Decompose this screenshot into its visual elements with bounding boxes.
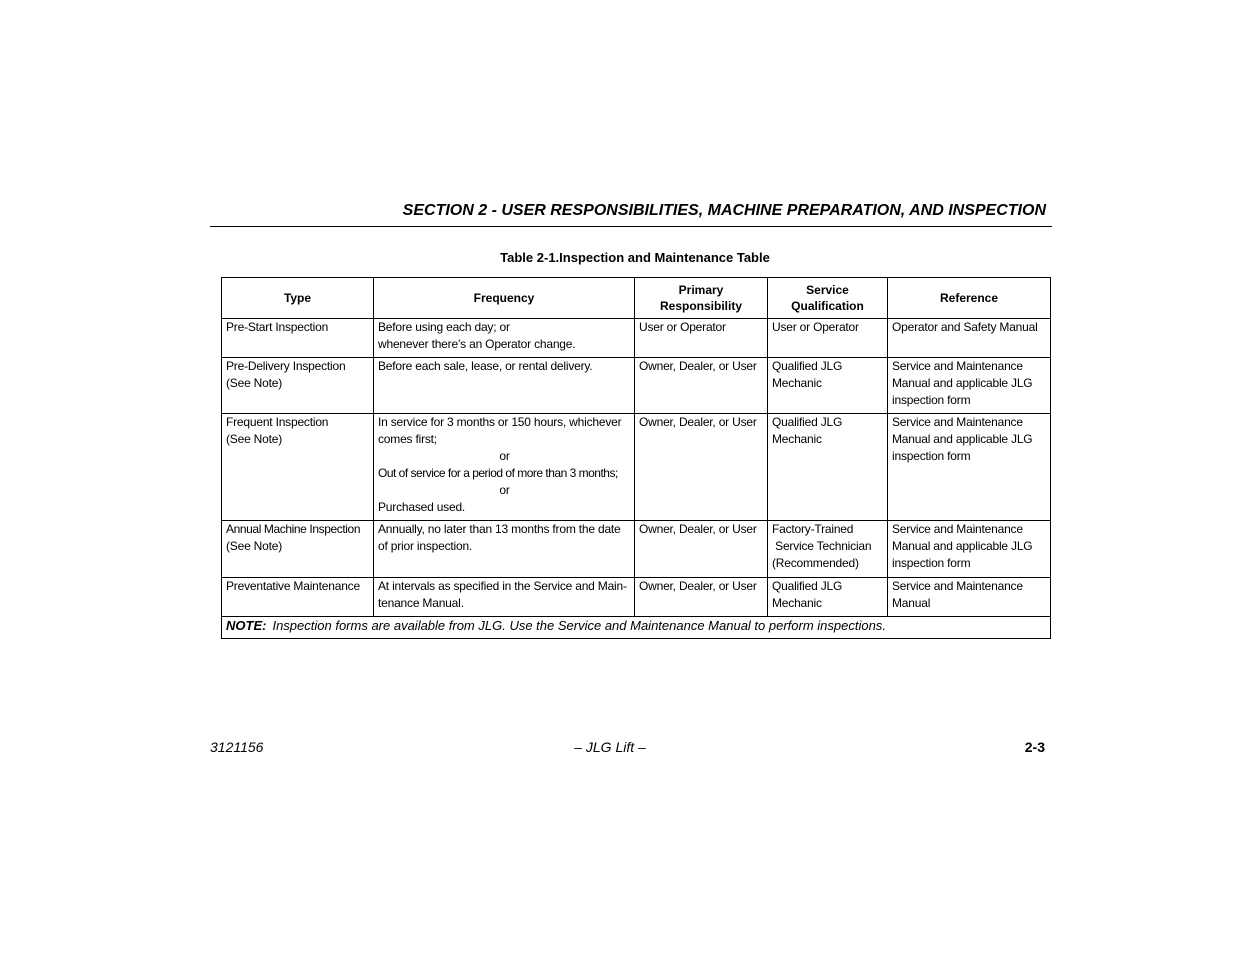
- cell-frequency: [374, 521, 635, 578]
- cell-line: Pre-Delivery Inspection: [226, 359, 346, 373]
- cell-line: of prior inspection.: [378, 539, 473, 553]
- header-service-qualification: [768, 278, 888, 319]
- cell-line: Qualified JLG: [772, 579, 843, 593]
- cell-line: Service Technician: [772, 539, 872, 553]
- cell-line-or: or: [499, 449, 510, 463]
- cell-type: [222, 358, 374, 414]
- cell-line: Operator and Safety Manual: [892, 320, 1038, 334]
- cell-line: Manual and applicable JLG: [892, 432, 1033, 446]
- header-primary-line2: Responsibility: [659, 299, 742, 313]
- header-service-line2: Qualification: [791, 299, 864, 313]
- cell-line: Service and Maintenance: [892, 522, 1023, 536]
- cell-line: tenance Manual.: [378, 596, 464, 610]
- cell-responsibility: [635, 358, 768, 414]
- table-note-row: [222, 617, 1051, 639]
- cell-qualification: [768, 578, 888, 617]
- cell-line: Owner, Dealer, or User: [639, 522, 757, 536]
- cell-reference: [888, 521, 1051, 578]
- cell-line: Mechanic: [772, 596, 822, 610]
- cell-line-or: or: [499, 483, 510, 497]
- cell-line: Manual and applicable JLG: [892, 376, 1033, 390]
- cell-line: Manual: [892, 596, 931, 610]
- cell-reference: [888, 578, 1051, 617]
- header-frequency: Frequency: [374, 278, 635, 319]
- header-primary-responsibility: [635, 278, 768, 319]
- section-header: [210, 201, 1052, 227]
- cell-line: Owner, Dealer, or User: [639, 415, 757, 429]
- table-header-row: [222, 278, 1051, 319]
- header-reference: Reference: [888, 278, 1051, 319]
- cell-line: User or Operator: [639, 320, 726, 334]
- cell-line: (See Note): [226, 432, 283, 446]
- cell-type: [222, 319, 374, 358]
- cell-line: (Recommended): [772, 556, 859, 570]
- table-row: [222, 578, 1051, 617]
- cell-line: Service and Maintenance: [892, 359, 1023, 373]
- note-text: Inspection forms are available from JLG. Use the Service and Maintenance Manual to perform inspections.: [272, 618, 886, 633]
- cell-line: Manual and applicable JLG: [892, 539, 1033, 553]
- cell-line: inspection form: [892, 449, 971, 463]
- cell-line: Qualified JLG: [772, 415, 843, 429]
- inspection-maintenance-table: [221, 277, 1051, 639]
- cell-line: Owner, Dealer, or User: [639, 579, 757, 593]
- cell-reference: [888, 358, 1051, 414]
- footer-doc-number: 3121156: [210, 739, 264, 755]
- note-label: NOTE:: [226, 618, 267, 633]
- cell-line: Owner, Dealer, or User: [639, 359, 757, 373]
- cell-line: inspection form: [892, 393, 971, 407]
- cell-responsibility: [635, 414, 768, 521]
- note-cell: [222, 617, 1051, 639]
- table-row: [222, 521, 1051, 578]
- cell-line: Qualified JLG: [772, 359, 843, 373]
- cell-responsibility: [635, 319, 768, 358]
- cell-line: Service and Maintenance: [892, 415, 1023, 429]
- table-row: [222, 319, 1051, 358]
- cell-line: inspection form: [892, 556, 971, 570]
- cell-responsibility: [635, 521, 768, 578]
- cell-line: Before using each day; or: [378, 320, 510, 334]
- cell-line: Preventative Maintenance: [226, 579, 360, 593]
- section-title: SECTION 2 - USER RESPONSIBILITIES, MACHINE PREPARATION, AND INSPECTION: [402, 202, 1046, 219]
- cell-line: Pre-Start Inspection: [226, 320, 329, 334]
- cell-line: Annual Machine Inspection: [226, 522, 361, 536]
- cell-qualification: [768, 414, 888, 521]
- cell-frequency: [374, 358, 635, 414]
- cell-line: In service for 3 months or 150 hours, whichever: [378, 415, 622, 429]
- cell-line: (See Note): [226, 539, 283, 553]
- cell-line: Frequent Inspection: [226, 415, 329, 429]
- cell-line: Mechanic: [772, 376, 822, 390]
- header-type: Type: [222, 278, 374, 319]
- cell-line: User or Operator: [772, 320, 859, 334]
- cell-line: At intervals as specified in the Service and Main-: [378, 579, 627, 593]
- cell-line: Annually, no later than 13 months from the date: [378, 522, 621, 536]
- cell-type: [222, 578, 374, 617]
- cell-line: Service and Maintenance: [892, 579, 1023, 593]
- cell-line: whenever there’s an Operator change.: [378, 337, 576, 351]
- cell-line: Before each sale, lease, or rental delivery.: [378, 359, 593, 373]
- cell-frequency: [374, 319, 635, 358]
- cell-frequency: [374, 578, 635, 617]
- cell-type: [222, 521, 374, 578]
- cell-qualification: [768, 319, 888, 358]
- cell-line: Mechanic: [772, 432, 822, 446]
- cell-qualification: [768, 358, 888, 414]
- header-primary-line1: Primary: [678, 283, 724, 297]
- cell-reference: [888, 319, 1051, 358]
- cell-responsibility: [635, 578, 768, 617]
- cell-line: comes first;: [378, 432, 437, 446]
- cell-line: (See Note): [226, 376, 283, 390]
- footer-page-number: 2-3: [1024, 739, 1045, 755]
- cell-line: Purchased used.: [378, 500, 466, 514]
- cell-reference: [888, 414, 1051, 521]
- header-service-line1: Service: [806, 283, 849, 297]
- cell-type: [222, 414, 374, 521]
- cell-qualification: [768, 521, 888, 578]
- cell-frequency: [374, 414, 635, 521]
- table-row: [222, 414, 1051, 521]
- table-row: [222, 358, 1051, 414]
- footer-center-title: – JLG Lift –: [574, 739, 646, 755]
- cell-line: Out of service for a period of more than 3 months;: [378, 466, 618, 480]
- table-caption: Table 2-1.Inspection and Maintenance Table: [500, 250, 770, 265]
- cell-line: Factory-Trained: [772, 522, 854, 536]
